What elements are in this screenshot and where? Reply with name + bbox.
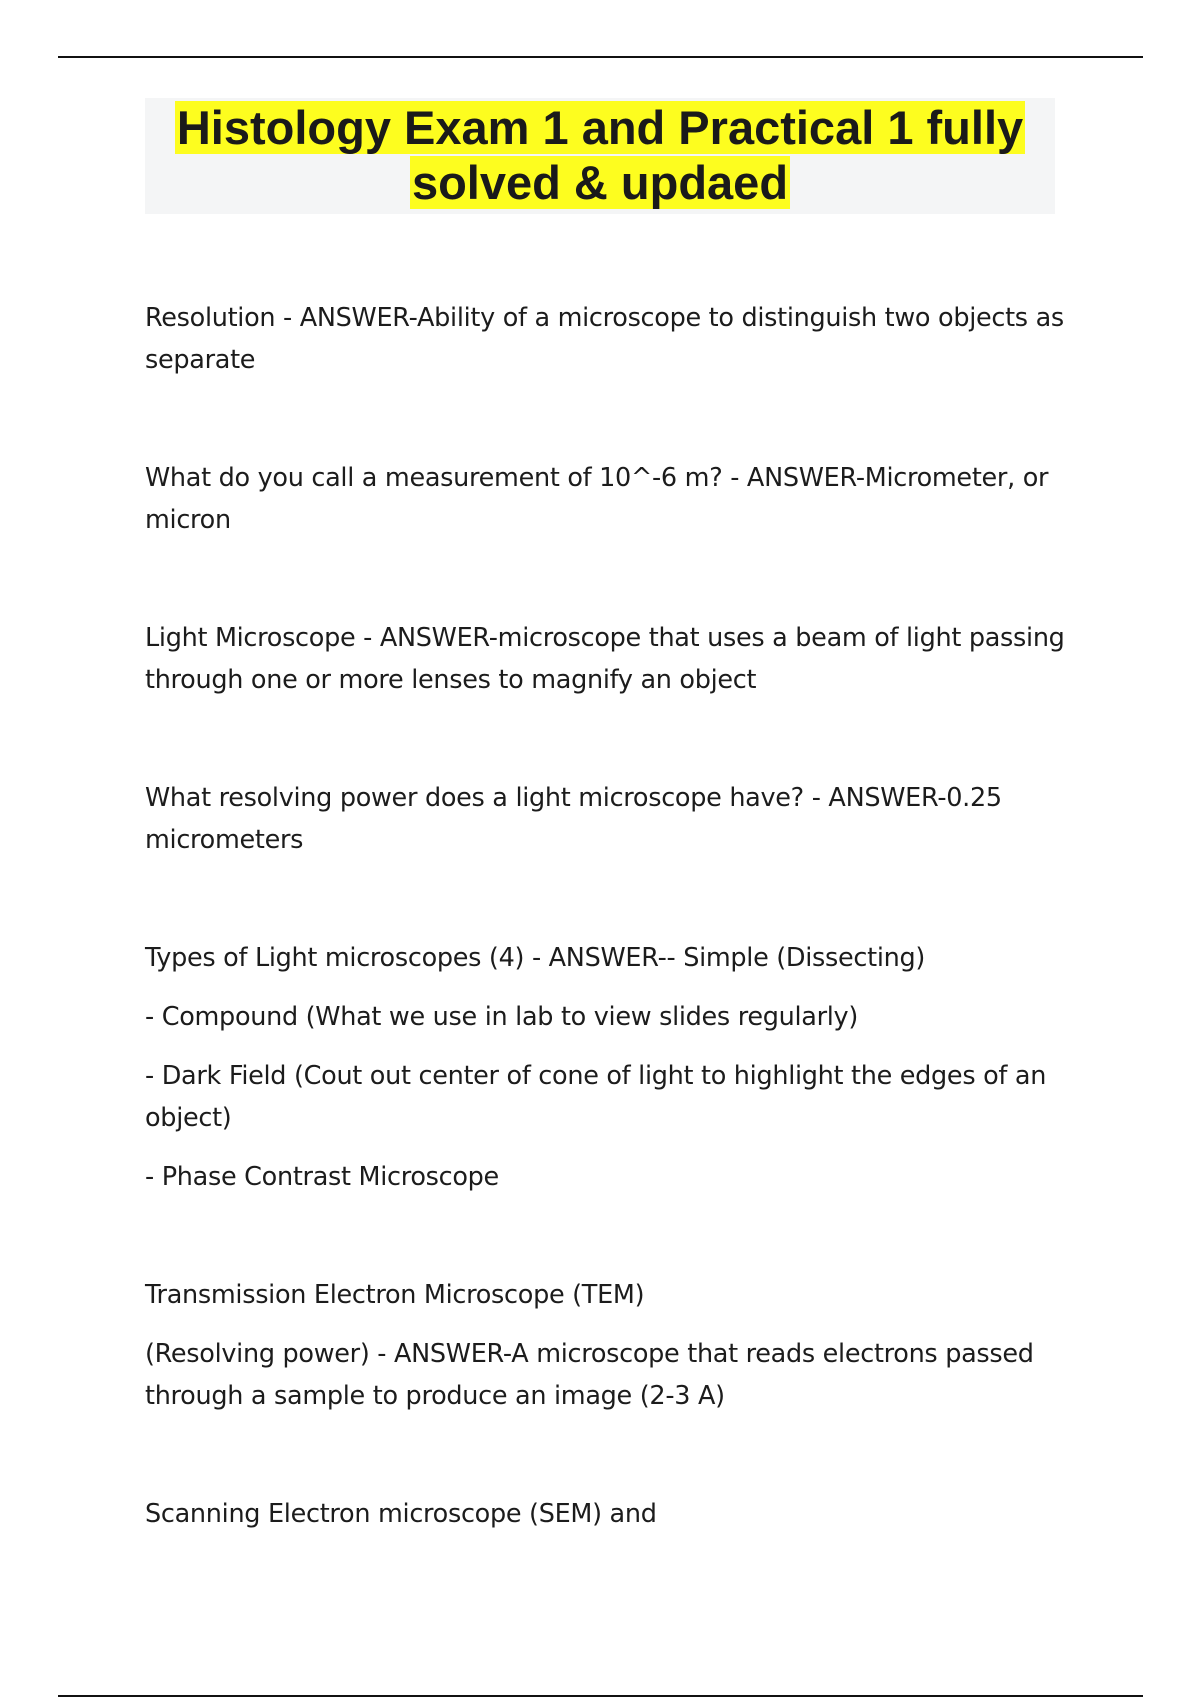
document-body [145, 297, 1065, 1535]
entry-text: Types of Light microscopes (4) - ANSWER-- Simple (Dissecting) [145, 943, 925, 973]
top-divider [58, 56, 1143, 58]
bottom-divider [58, 1695, 1143, 1697]
entry-spacer [145, 1417, 1065, 1493]
qa-entry-sem [145, 1493, 1065, 1535]
entry-text: - Dark Field (Cout out center of cone of light to highlight the edges of an object) [145, 1061, 1047, 1133]
entry-text: Light Microscope - ANSWER-microscope that uses a beam of light passing through one or more lenses to magnify an object [145, 623, 1065, 695]
document-title [145, 98, 1055, 214]
entry-text: Transmission Electron Microscope (TEM) [145, 1280, 645, 1310]
entry-spacer [145, 541, 1065, 617]
qa-entry-tem [145, 1274, 1065, 1417]
entry-text: What resolving power does a light microscope have? - ANSWER-0.25 micrometers [145, 783, 1002, 855]
entry-spacer [145, 381, 1065, 457]
qa-entry-light-microscope [145, 617, 1065, 701]
entry-text: What do you call a measurement of 10^-6 m? - ANSWER-Micrometer, or micron [145, 463, 1049, 535]
entry-spacer [145, 701, 1065, 777]
entry-text: (Resolving power) - ANSWER-A microscope that reads electrons passed through a sample to produce an image (2-3 A) [145, 1339, 1034, 1411]
entry-spacer [145, 1198, 1065, 1274]
title-line-2: solved & updaed [411, 156, 789, 209]
qa-entry-light-microscope-types [145, 937, 1065, 1198]
entry-text: - Compound (What we use in lab to view slides regularly) [145, 1002, 858, 1032]
entry-text: Resolution - ANSWER-Ability of a microscope to distinguish two objects as separate [145, 303, 1064, 375]
qa-entry-resolving-power [145, 777, 1065, 861]
qa-entry-resolution [145, 297, 1065, 381]
entry-text: - Phase Contrast Microscope [145, 1162, 499, 1192]
qa-entry-micrometer [145, 457, 1065, 541]
entry-text: Scanning Electron microscope (SEM) and [145, 1499, 657, 1529]
title-line-1: Histology Exam 1 and Practical 1 fully [176, 101, 1024, 154]
entry-spacer [145, 861, 1065, 937]
